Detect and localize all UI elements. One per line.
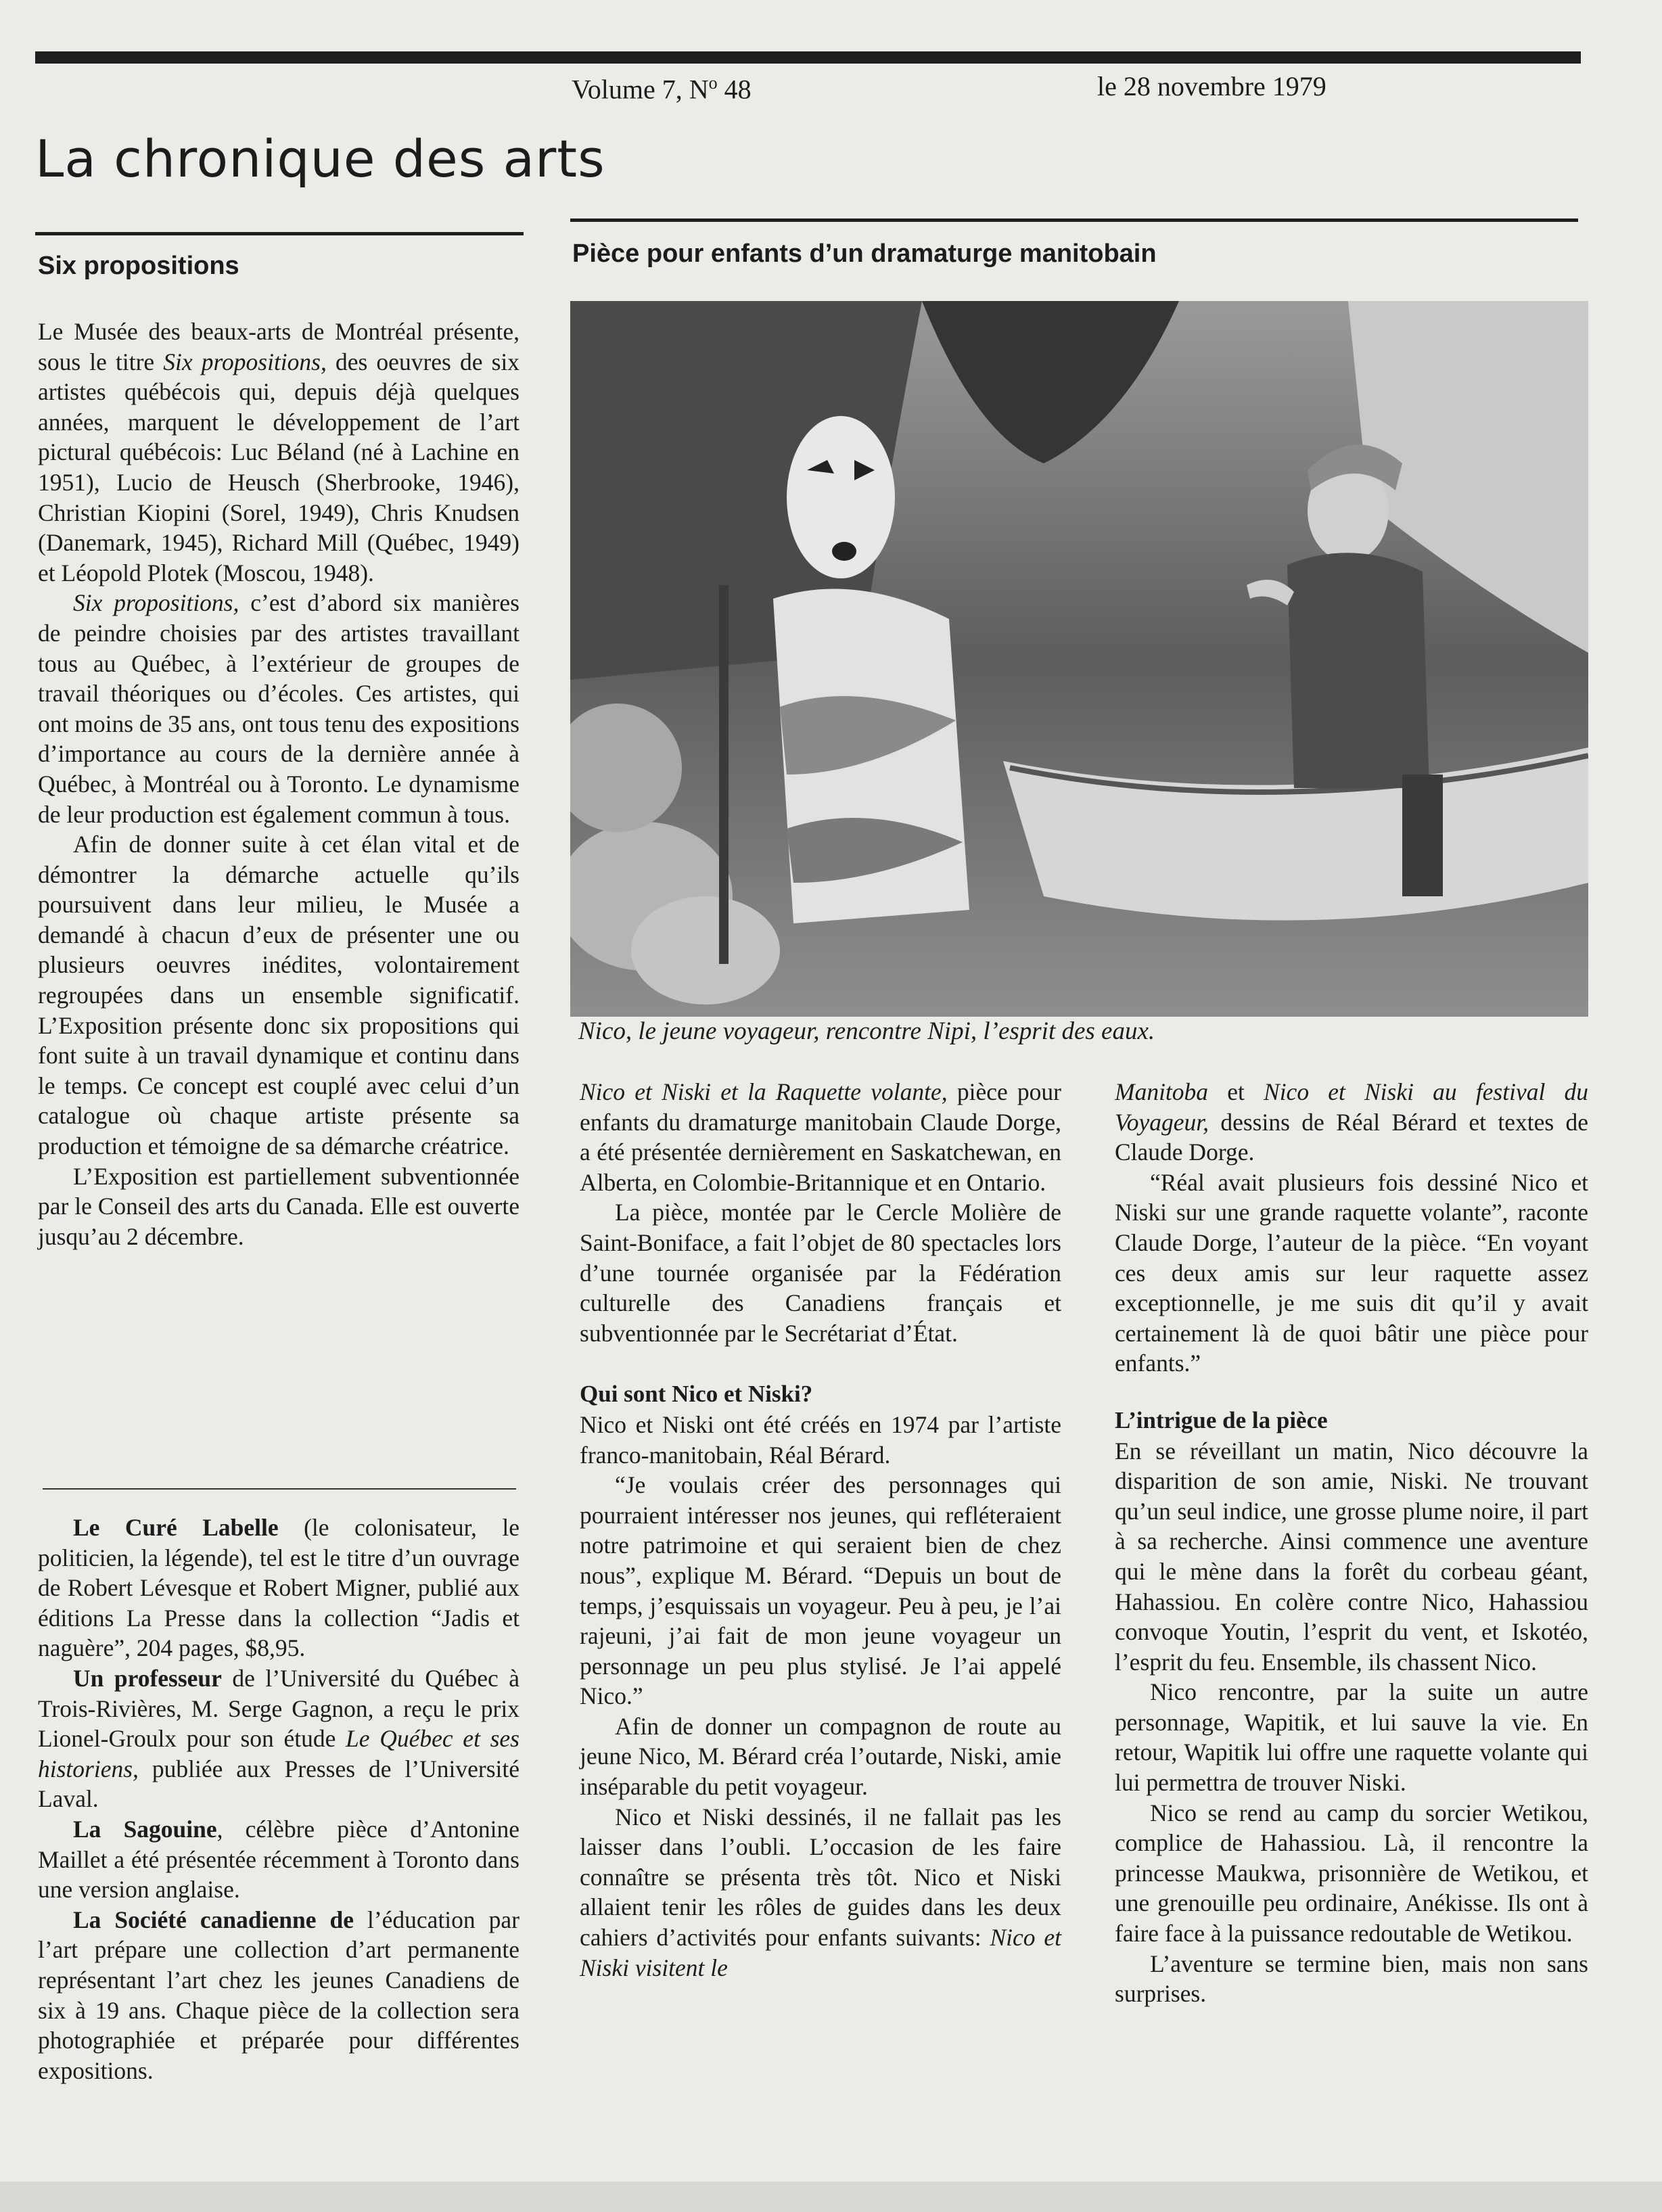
right-column-article <box>1115 1077 1588 2009</box>
theatre-photo <box>570 301 1588 1017</box>
subheading-qui-sont-nico-et-niski: Qui sont Nico et Niski? <box>580 1381 813 1408</box>
paragraph: L’aventure se termine bien, mais non sans surprises. <box>1115 1950 1588 2008</box>
photo-caption: Nico, le jeune voyageur, rencontre Nipi, l’esprit des eaux. <box>578 1017 1155 1045</box>
left-column-briefs <box>38 1513 520 2086</box>
paragraph: Afin de donner un compagnon de route au jeune Nico, M. Bérard créa l’outarde, Niski, amie inséparable du petit voyageur. <box>580 1712 1061 1801</box>
brief-item: Un professeur de l’Université du Québec à Trois-Rivières, M. Serge Gagnon, a reçu le prix Lionel-Groulx pour son étude Le Québec et ses historiens, publiée aux Presses de l’Université Laval. <box>38 1664 520 1813</box>
paragraph: Nico et Niski dessinés, il ne fallait pas les laisser dans l’oubli. L’occasion de les faire connaître se présenta très tôt. Nico et Niski allaient tenir les rôles de guides dans les deux cahiers d’activités pour enfants suivants: Nico et Niski visitent le <box>580 1803 1061 1981</box>
paragraph: Le Musée des beaux-arts de Montréal présente, sous le titre Six propositions, des oeuvres de six artistes québécois qui, depuis déjà quelques années, marquent le développement de l’art pictural québécois: Luc Béland (né à Lachine en 1951), Lucio de Heusch (Sherbrooke, 1946), Christian Kiopini (Sorel, 1949), Chris Knudsen (Danemark, 1945), Richard Mill (Québec, 1949) et Léopold Plotek (Moscou, 1948). <box>38 318 520 586</box>
section-title: La chronique des arts <box>35 129 605 189</box>
paragraph: Nico se rend au camp du sorcier Wetikou, complice de Hahassiou. Là, il rencontre la princesse Maukwa, prisonnière de Wetikou, et une grenouille peu ordinaire, Anékisse. Ils ont à faire face à la puissance redoutable de Wetikou. <box>1115 1799 1588 1948</box>
paragraph: En se réveillant un matin, Nico découvre la disparition de son amie, Niski. Ne trouvant qu’un seul indice, une grosse plume noire, il part à sa recherche. Ainsi commence une aventure qui le mène dans la forêt du corbeau géant, Hahassiou. En colère contre Nico, Hahassiou convoque Youtin, l’esprit du vent, et Iskotéo, l’esprit du feu. Ensemble, ils chassent Nico. <box>1115 1437 1588 1676</box>
paragraph: Six propositions, c’est d’abord six manières de peindre choisies par des artistes travaillant tous au Québec, à l’extérieur de groupes de travail théoriques ou d’écoles. Ces artistes, qui ont moins de 35 ans, ont tous tenu des expositions d’importance au cours de la dernière année à Québec, à Montréal ou à Toronto. Le dynamisme de leur production est également commun à tous. <box>38 589 520 828</box>
paragraph: Nico rencontre, par la suite un autre personnage, Wapitik, et lui sauve la vie. En retour, Wapitik lui offre une raquette volante qui lui permettra de trouver Niski. <box>1115 1678 1588 1797</box>
paragraph: Nico et Niski et la Raquette volante, pièce pour enfants du dramaturge manitobain Claude Dorge, a été présentée dernièrement en Saskatchewan, en Alberta, en Colombie-Britannique et en Ontario. <box>580 1078 1061 1196</box>
paragraph: Afin de donner suite à cet élan vital et de démontrer la démarche actuelle qu’ils poursuivent dans leur milieu, le Musée a demandé à chacun d’eux de présenter une ou plusieurs oeuvres inédites, volontairement regroupées dans un ensemble significatif. L’Exposition présente donc six propositions qui font suite à un travail dynamique et continu dans le temps. Ce concept est couplé avec celui d’un catalogue où chaque artiste présente sa production et témoigne de sa démarche créatrice. <box>38 831 520 1160</box>
brief-item: La Société canadienne de l’éducation par l’art prépare une collection d’art permanente représentant l’art chez les jeunes Canadiens de six à 19 ans. Chaque pièce de la collection sera photographiée et préparée pour différentes expositions. <box>38 1906 520 2084</box>
brief-item: La Sagouine, célèbre pièce d’Antonine Maillet a été présentée récemment à Toronto dans une version anglaise. <box>38 1815 520 1904</box>
brief-separator-rule <box>43 1488 516 1490</box>
top-rule <box>35 51 1581 64</box>
middle-column-article <box>580 1077 1061 1983</box>
left-column-article <box>38 317 520 1251</box>
left-column-rule <box>35 232 524 235</box>
article-heading-six-propositions: Six propositions <box>38 252 239 280</box>
right-column-rule <box>570 218 1578 222</box>
issue-date: le 28 novembre 1979 <box>1097 71 1326 101</box>
paragraph: Manitoba et Nico et Niski au festival du Voyageur, dessins de Réal Bérard et textes de Claude Dorge. <box>1115 1078 1588 1166</box>
paragraph: La pièce, montée par le Cercle Molière de Saint-Boniface, a fait l’objet de 80 spectacles lors d’une tournée organisée par la Fédération culturelle des Canadiens français et subventionnée par le Secrétariat d’État. <box>580 1199 1061 1347</box>
paragraph: “Réal avait plusieurs fois dessiné Nico et Niski sur une grande raquette volante”, raconte Claude Dorge, l’auteur de la pièce. “En voyant ces deux amis sur leur raquette assez exceptionnelle, je me suis dit qu’il y avait certainement là de quoi bâtir une pièce pour enfants.” <box>1115 1168 1588 1377</box>
subheading-intrigue: L’intrigue de la pièce <box>1115 1406 1328 1433</box>
stage-scene-illustration <box>570 301 1588 1017</box>
paragraph: L’Exposition est partiellement subventionnée par le Conseil des arts du Canada. Elle est ouverte jusqu’au 2 décembre. <box>38 1162 520 1250</box>
paragraph: “Je voulais créer des personnages qui pourraient intéresser nos jeunes, qui refléteraient notre patrimoine et qui seraient bien de chez nous”, explique M. Bérard. “Depuis un bout de temps, j’esquissais un voyageur. Peu à peu, je l’ai rajeuni, j’ai fait de mon jeune voyageur un personnage un peu plus stylisé. Je l’ai appelé Nico.” <box>580 1471 1061 1710</box>
brief-item: Le Curé Labelle (le colonisateur, le politicien, la légende), tel est le titre d’un ouvrage de Robert Lévesque et Robert Migner, publié aux éditions La Presse dans la collection “Jadis et naguère”, 204 pages, $8,95. <box>38 1514 520 1662</box>
page-bottom-edge <box>0 2182 1662 2212</box>
article-heading-piece-enfants: Pièce pour enfants d’un dramaturge manitobain <box>572 239 1157 268</box>
paragraph: Nico et Niski ont été créés en 1974 par l’artiste franco-manitobain, Réal Bérard. <box>580 1410 1061 1469</box>
volume-number: Volume 7, $N^o$ 48 <box>572 73 752 105</box>
